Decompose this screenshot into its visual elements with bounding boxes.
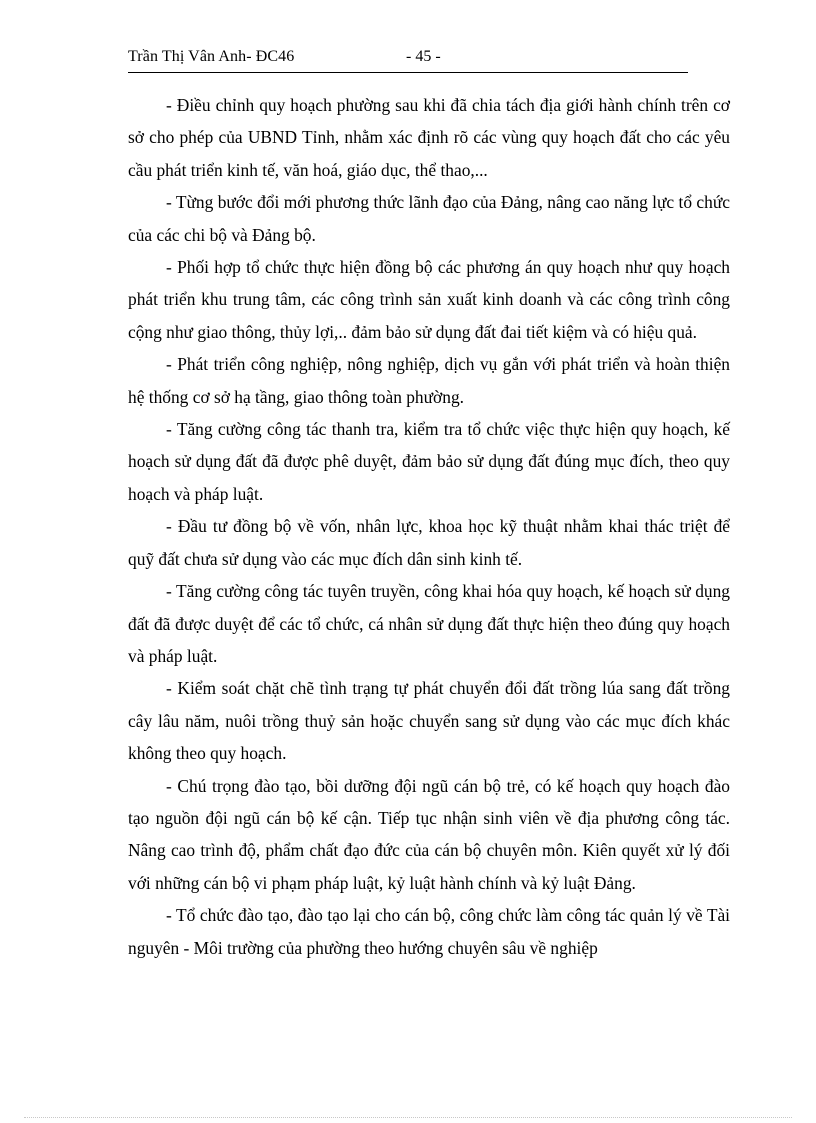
paragraph-resource-management-training: - Tổ chức đào tạo, đào tạo lại cho cán bộ, công chức làm công tác quản lý về Tài nguyên - Môi trường của phường theo hướng chuyên sâu về nghiệp <box>128 905 730 958</box>
document-body <box>128 89 730 964</box>
paragraph-inspection: - Tăng cường công tác thanh tra, kiểm tra tổ chức việc thực hiện quy hoạch, kế hoạch sử dụng đất đã được phê duyệt, đảm bảo sử dụng đất đúng mục đích, theo quy hoạch và pháp luật. <box>128 419 730 504</box>
header-author: Trần Thị Vân Anh- ĐC46 <box>128 48 295 65</box>
paragraph-coordinated-planning: - Phối hợp tổ chức thực hiện đồng bộ các phương án quy hoạch như quy hoạch phát triển khu trung tâm, các công trình sản xuất kinh doanh và các công trình công cộng như giao thông, thủy lợi,.. đảm bảo sử dụng đất đai tiết kiệm và có hiệu quả. <box>128 257 730 342</box>
paragraph-party-leadership: - Từng bước đổi mới phương thức lãnh đạo của Đảng, nâng cao năng lực tổ chức của các chi bộ và Đảng bộ. <box>128 192 730 245</box>
paragraph-public-awareness: - Tăng cường công tác tuyên truyền, công khai hóa quy hoạch, kế hoạch sử dụng đất đã được duyệt để các tổ chức, cá nhân sử dụng đất thực hiện theo đúng quy hoạch và pháp luật. <box>128 581 730 666</box>
paragraph-infrastructure-development: - Phát triển công nghiệp, nông nghiệp, dịch vụ gắn với phát triển và hoàn thiện hệ thống cơ sở hạ tầng, giao thông toàn phường. <box>128 354 730 407</box>
page-number: - 45 - <box>406 48 441 65</box>
paragraph-staff-training: - Chú trọng đào tạo, bồi dưỡng đội ngũ cán bộ trẻ, có kế hoạch quy hoạch đào tạo nguồn đội ngũ cán bộ kế cận. Tiếp tục nhận sinh viên về địa phương công tác. Nâng cao trình độ, phẩm chất đạo đức của cán bộ chuyên môn. Kiên quyết xử lý đối với những cán bộ vi phạm pháp luật, kỷ luật hành chính và kỷ luật Đảng. <box>128 775 730 893</box>
paragraph-investment: - Đầu tư đồng bộ về vốn, nhân lực, khoa học kỹ thuật nhằm khai thác triệt để quỹ đất chưa sử dụng vào các mục đích dân sinh kinh tế. <box>128 516 730 569</box>
page-bottom-divider <box>24 1117 792 1118</box>
paragraph-zoning-adjustment: - Điều chỉnh quy hoạch phường sau khi đã chia tách địa giới hành chính trên cơ sở cho phép của UBND Tỉnh, nhằm xác định rõ các vùng quy hoạch đất cho các yêu cầu phát triển kinh tế, văn hoá, giáo dục, thể thao,... <box>128 95 730 180</box>
paragraph-land-conversion-control: - Kiểm soát chặt chẽ tình trạng tự phát chuyển đổi đất trồng lúa sang đất trồng cây lâu năm, nuôi trồng thuỷ sản hoặc chuyển sang sử dụng vào các mục đích khác không theo quy hoạch. <box>128 678 730 764</box>
page-header <box>128 48 688 73</box>
